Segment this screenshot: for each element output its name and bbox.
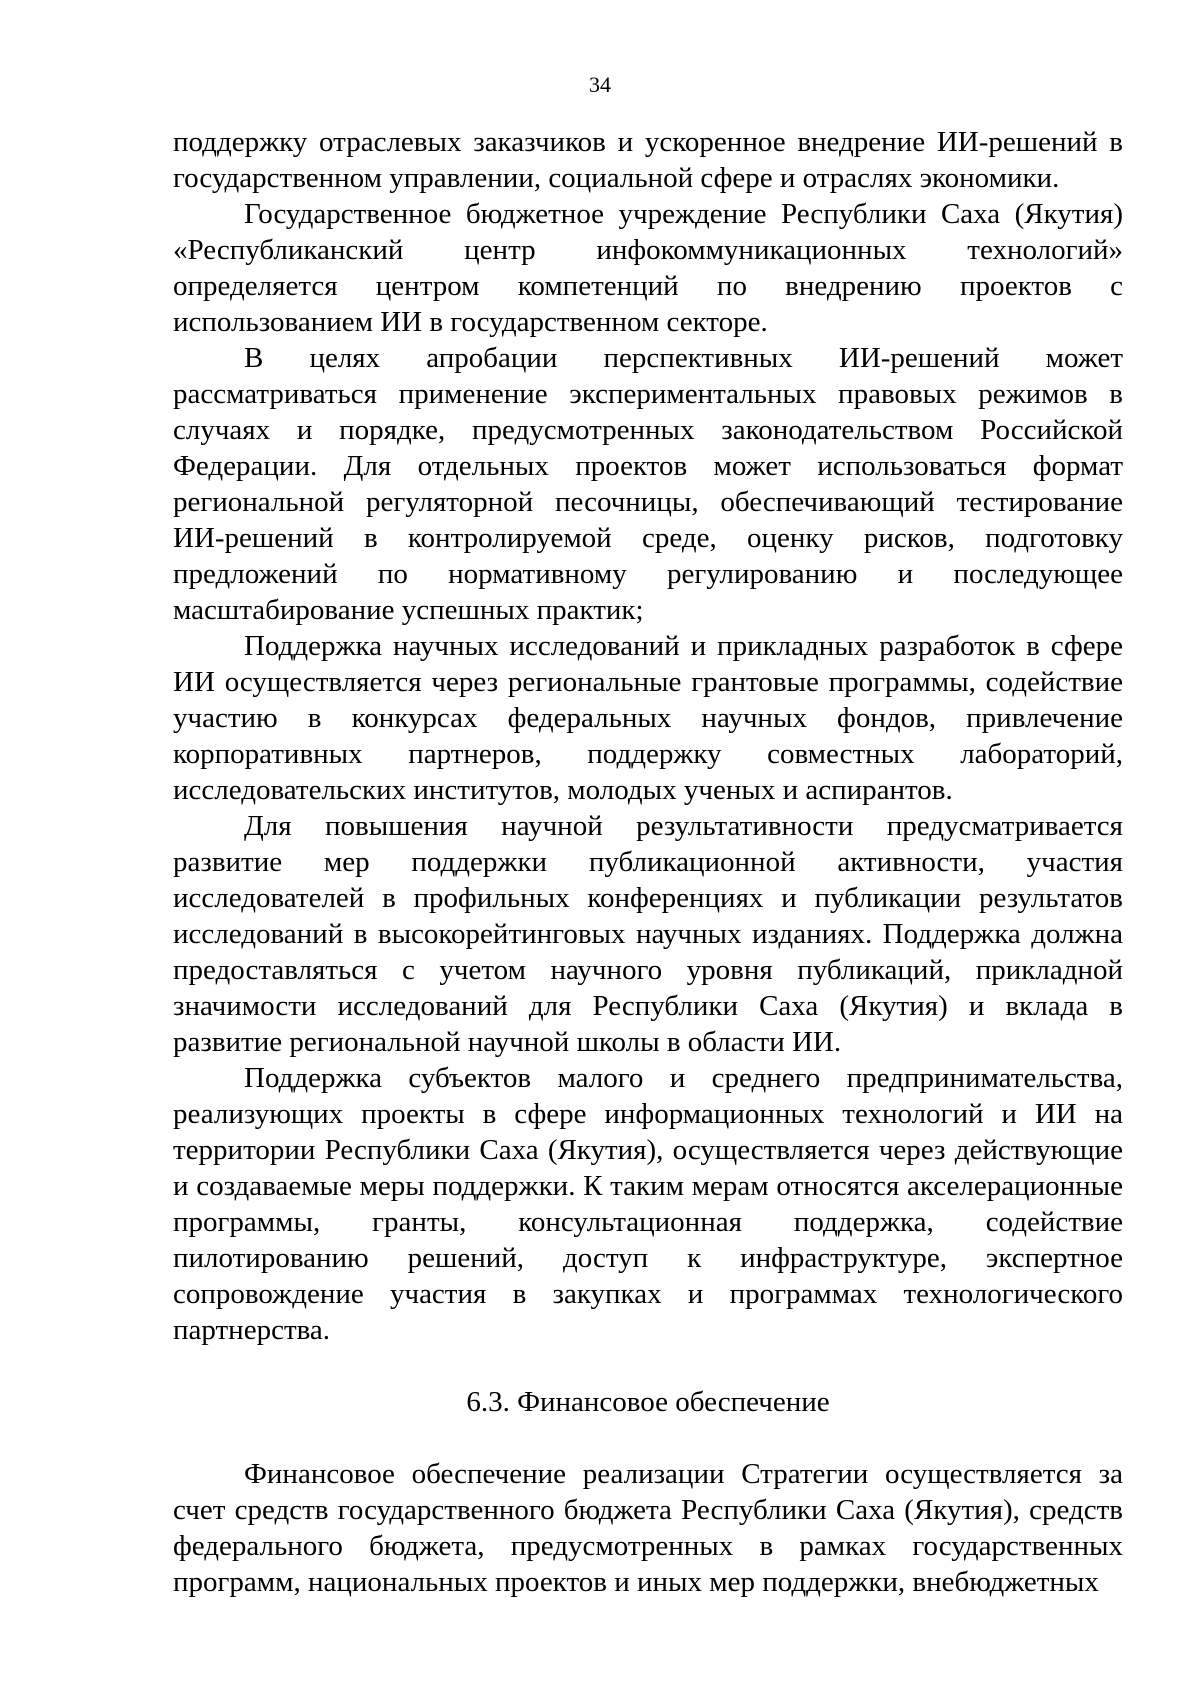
paragraph-competence-center: Государственное бюджетное учреждение Республики Саха (Якутия) «Республиканский центр инфокоммуникационных технологий» определяется центром компетенций по внедрению проектов с использованием ИИ в государственном секторе. xyxy=(173,198,1123,338)
paragraph-financial-support: Финансовое обеспечение реализации Стратегии осуществляется за счет средств государственного бюджета Республики Саха (Якутия), средств федерального бюджета, предусмотренных в рамках государственных программ, национальных проектов и иных мер поддержки, внебюджетных xyxy=(173,1458,1123,1598)
document-body xyxy=(173,124,1123,1600)
paragraph-sme-support: Поддержка субъектов малого и среднего предпринимательства, реализующих проекты в сфере информационных технологий и ИИ на территории Республики Саха (Якутия), осуществляется через действующие и создаваемые меры поддержки. К таким мерам относятся акселерационные программы, гранты, консультационная поддержка, содействие пилотированию решений, доступ к инфраструктуре, экспертное сопровождение участия в закупках и программах технологического партнерства. xyxy=(173,1062,1123,1346)
paragraph-experimental-regimes: В целях апробации перспективных ИИ-решений может рассматриваться применение экспериментальных правовых режимов в случаях и порядке, предусмотренных законодательством Российской Федерации. Для отдельных проектов может использоваться формат региональной регуляторной песочницы, обеспечивающий тестирование ИИ-решений в контролируемой среде, оценку рисков, подготовку предложений по нормативному регулированию и последующее масштабирование успешных практик; xyxy=(173,342,1123,626)
paragraph-research-support: Поддержка научных исследований и прикладных разработок в сфере ИИ осуществляется через региональные грантовые программы, содействие участию в конкурсах федеральных научных фондов, привлечение корпоративных партнеров, поддержку совместных лабораторий, исследовательских институтов, молодых ученых и аспирантов. xyxy=(173,630,1123,806)
paragraph-publication-support: Для повышения научной результативности предусматривается развитие мер поддержки публикационной активности, участия исследователей в профильных конференциях и публикации результатов исследований в высокорейтинговых научных изданиях. Поддержка должна предоставляться с учетом научного уровня публикаций, прикладной значимости исследований для Республики Саха (Якутия) и вклада в развитие региональной научной школы в области ИИ. xyxy=(173,810,1123,1058)
section-heading: 6.3. Финансовое обеспечение xyxy=(466,1386,830,1418)
paragraph-continuation: поддержку отраслевых заказчиков и ускоренное внедрение ИИ-решений в государственном управлении, социальной сфере и отраслях экономики. xyxy=(173,126,1123,194)
page-number: 34 xyxy=(589,72,611,97)
